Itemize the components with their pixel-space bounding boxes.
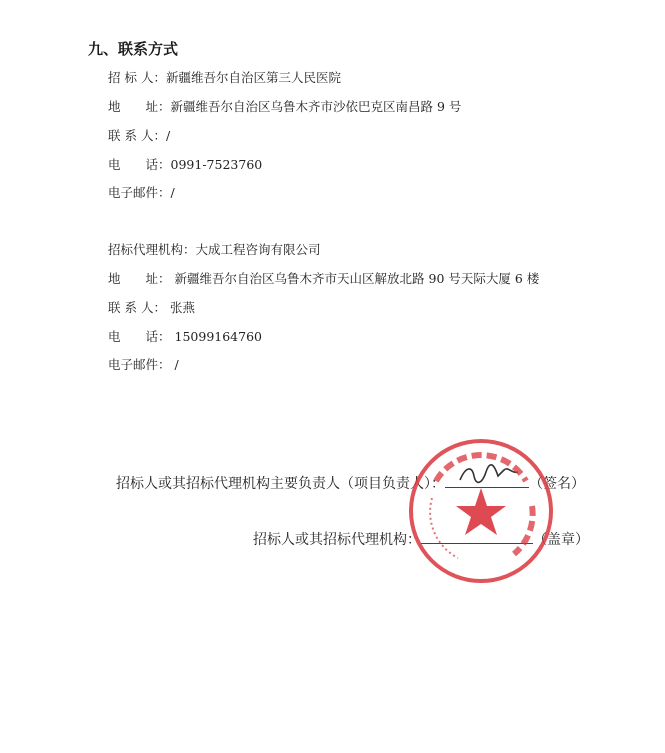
official-seal-icon [406, 436, 556, 586]
agent-name-row [108, 242, 321, 258]
agent-phone: 15099164760 [174, 329, 262, 344]
buyer-email: / [170, 185, 175, 200]
buyer-name: 新疆维吾尔自治区第三人民医院 [165, 70, 341, 85]
buyer-name-row [108, 70, 341, 86]
agent-email-row [108, 357, 179, 373]
buyer-phone: 0991-7523760 [170, 157, 263, 172]
stamp-suffix: （盖章） [533, 532, 589, 548]
stamp-label: 招标人或其招标代理机构： [253, 532, 421, 548]
buyer-phone-label: 电 话： [108, 157, 171, 172]
buyer-contact-row [108, 128, 170, 144]
buyer-address-label: 地 址： [108, 99, 171, 114]
section-title: 九、联系方式 [88, 40, 179, 58]
agent-email: / [174, 357, 179, 372]
agent-phone-row [108, 329, 262, 345]
buyer-email-row [108, 185, 175, 201]
agent-contact-row [108, 300, 195, 316]
agent-email-label: 电子邮件： [108, 357, 171, 372]
buyer-name-label: 招 标 人： [108, 70, 166, 85]
agent-contact-label: 联 系 人： [108, 300, 166, 315]
buyer-address: 新疆维吾尔自治区乌鲁木齐市沙依巴克区南昌路 9 号 [170, 99, 462, 114]
agent-phone-label: 电 话： [108, 329, 171, 344]
agent-name-label: 招标代理机构： [108, 242, 196, 257]
buyer-email-label: 电子邮件： [108, 185, 171, 200]
agent-address-label: 地 址： [108, 271, 171, 286]
agent-name: 大成工程咨询有限公司 [195, 242, 321, 257]
agent-contact: 张燕 [169, 300, 195, 315]
buyer-contact-label: 联 系 人： [108, 128, 166, 143]
signature-label: 招标人或其招标代理机构主要负责人（项目负责人）： [116, 476, 445, 492]
signature-suffix: （签名） [529, 476, 585, 492]
buyer-address-row [108, 99, 461, 115]
agent-address: 新疆维吾尔自治区乌鲁木齐市天山区解放北路 90 号天际大厦 6 楼 [174, 271, 540, 286]
agent-address-row [108, 271, 539, 287]
buyer-phone-row [108, 157, 262, 173]
buyer-contact: / [165, 128, 171, 143]
